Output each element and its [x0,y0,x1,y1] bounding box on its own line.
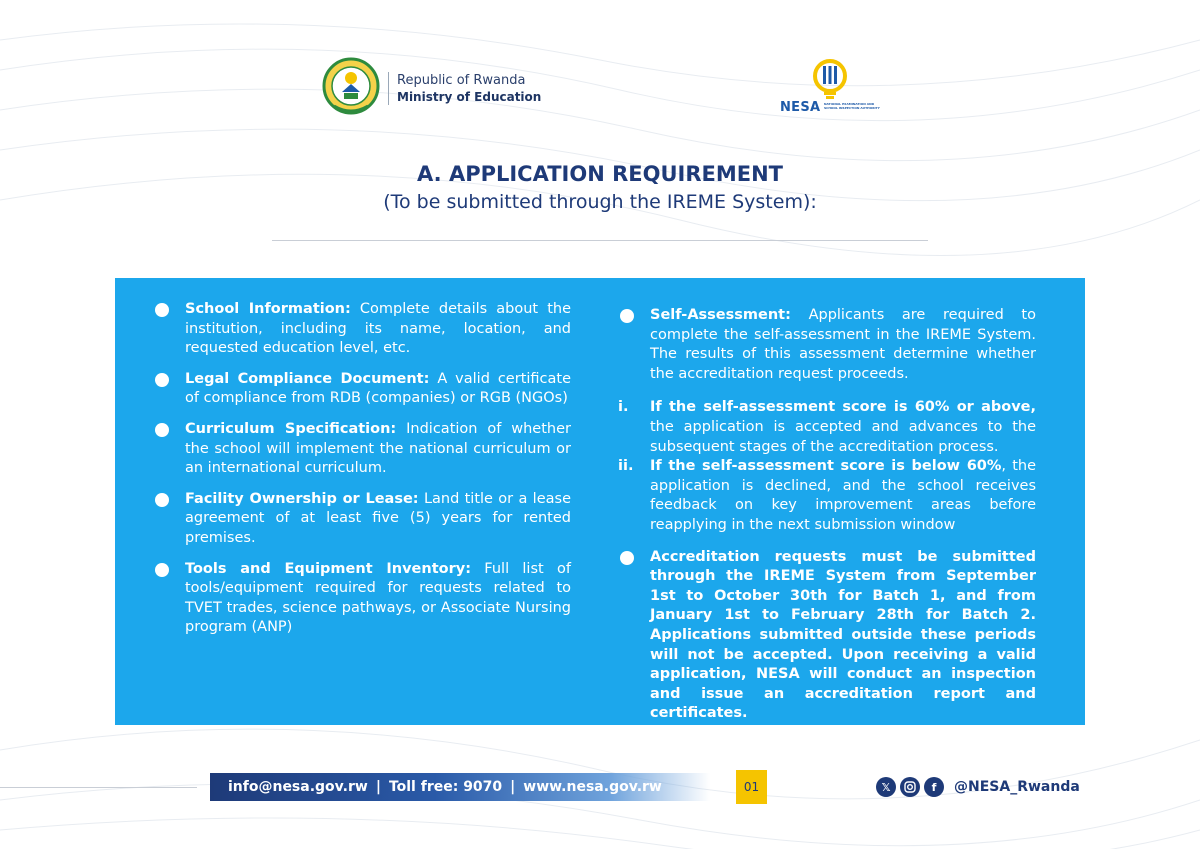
requirement-heading: Self-Assessment: [650,307,791,323]
requirement-heading: Facility Ownership or Lease: [185,490,419,507]
requirement-text: Full list of tools/equipment required for requests related to TVET trades, science pathways, or Associate Nursing program (ANP) [185,560,571,636]
x-twitter-icon[interactable]: 𝕏 [876,777,896,797]
bullet-icon [620,309,634,323]
requirement-item [153,370,571,409]
score-outcome-item [618,398,1036,457]
contact-email[interactable]: info@nesa.gov.rw [228,779,368,795]
nesa-lightbulb-icon [808,58,852,102]
requirement-heading: Tools and Equipment Inventory: [185,560,471,577]
rwanda-seal-icon [322,56,380,120]
submission-deadline-item [618,548,1036,724]
requirement-text: Indication of whether the school will implement the national curriculum or an international curriculum. [185,420,571,477]
page-subtitle: (To be submitted through the IREME System): [383,191,817,213]
requirement-heading: Curriculum Specification: [185,420,397,437]
footer-divider [0,787,197,788]
outcome-text: , the application is declined, and the school receives feedback on key improvement areas before reapplying in the next submission window [650,458,1036,533]
ministry-name: Ministry of Education [397,89,542,104]
nesa-logo [780,58,880,118]
facebook-icon[interactable]: f [924,777,944,797]
roman-numeral: ii. [618,458,634,475]
contact-tollfree: Toll free: 9070 [388,779,503,795]
page-title: A. APPLICATION REQUIREMENT [417,162,783,186]
outcome-condition: If the self-assessment score is 60% or above, [650,399,1036,416]
title-divider [272,240,928,241]
outcome-condition: If the self-assessment score is below 60% [650,458,1002,475]
requirement-item [153,560,571,638]
roman-numeral: i. [618,399,629,416]
bullet-icon [155,303,169,317]
contact-bar [210,773,710,801]
submission-deadline-text: Accreditation requests must be submitted through the IREME System from September 1st to October 30th for Batch 1, and from January 1st to February 28th for Batch 2. Applications submitted outside these periods will not be accepted. Upon receiving a valid application, NESA will conduct an inspection and issue an accreditation report and certificates. [650,548,1036,722]
requirement-text: A valid certificate of compliance from RDB (companies) or RGB (NGOs) [185,370,571,407]
separator: | [510,779,516,795]
score-outcome-item [618,457,1036,535]
requirement-heading: School Information: [185,301,351,317]
instagram-icon[interactable] [900,777,920,797]
contact-website[interactable]: www.nesa.gov.rw [523,779,662,795]
ministry-country: Republic of Rwanda [397,72,526,88]
requirement-item [153,420,571,479]
bullet-icon [155,373,169,387]
requirement-item [153,490,571,549]
ministry-logo [322,56,541,120]
requirement-item [153,300,571,359]
requirements-right-column [618,306,1036,735]
nesa-subtitle: NATIONAL EXAMINATION AND SCHOOL INSPECTION AUTHORITY [824,102,880,110]
page-number: 01 [736,770,767,804]
nesa-wordmark: NESA [780,100,821,115]
requirement-text: Land title or a lease agreement of at least five (5) years for rented premises. [185,490,571,546]
requirements-left-column [153,300,571,649]
bullet-icon [155,423,169,437]
separator: | [375,779,381,795]
score-outcomes-list [618,398,1036,535]
requirement-item [618,306,1036,384]
requirement-heading: Legal Compliance Document: [185,370,430,387]
bullet-icon [155,563,169,577]
bullet-icon [155,493,169,507]
requirement-text: Applicants are required to complete the self-assessment in the IREME System. The results of this assessment determine whether the accreditation request proceeds. [650,307,1036,382]
bullet-icon [620,551,634,565]
social-links [876,777,1080,797]
social-handle[interactable]: @NESA_Rwanda [954,779,1080,795]
outcome-text: the application is accepted and advances to the subsequent stages of the accreditation process. [650,418,1036,455]
requirements-panel [115,278,1085,725]
requirement-text: Complete details about the institution, including its name, location, and requested education level, etc. [185,301,571,357]
